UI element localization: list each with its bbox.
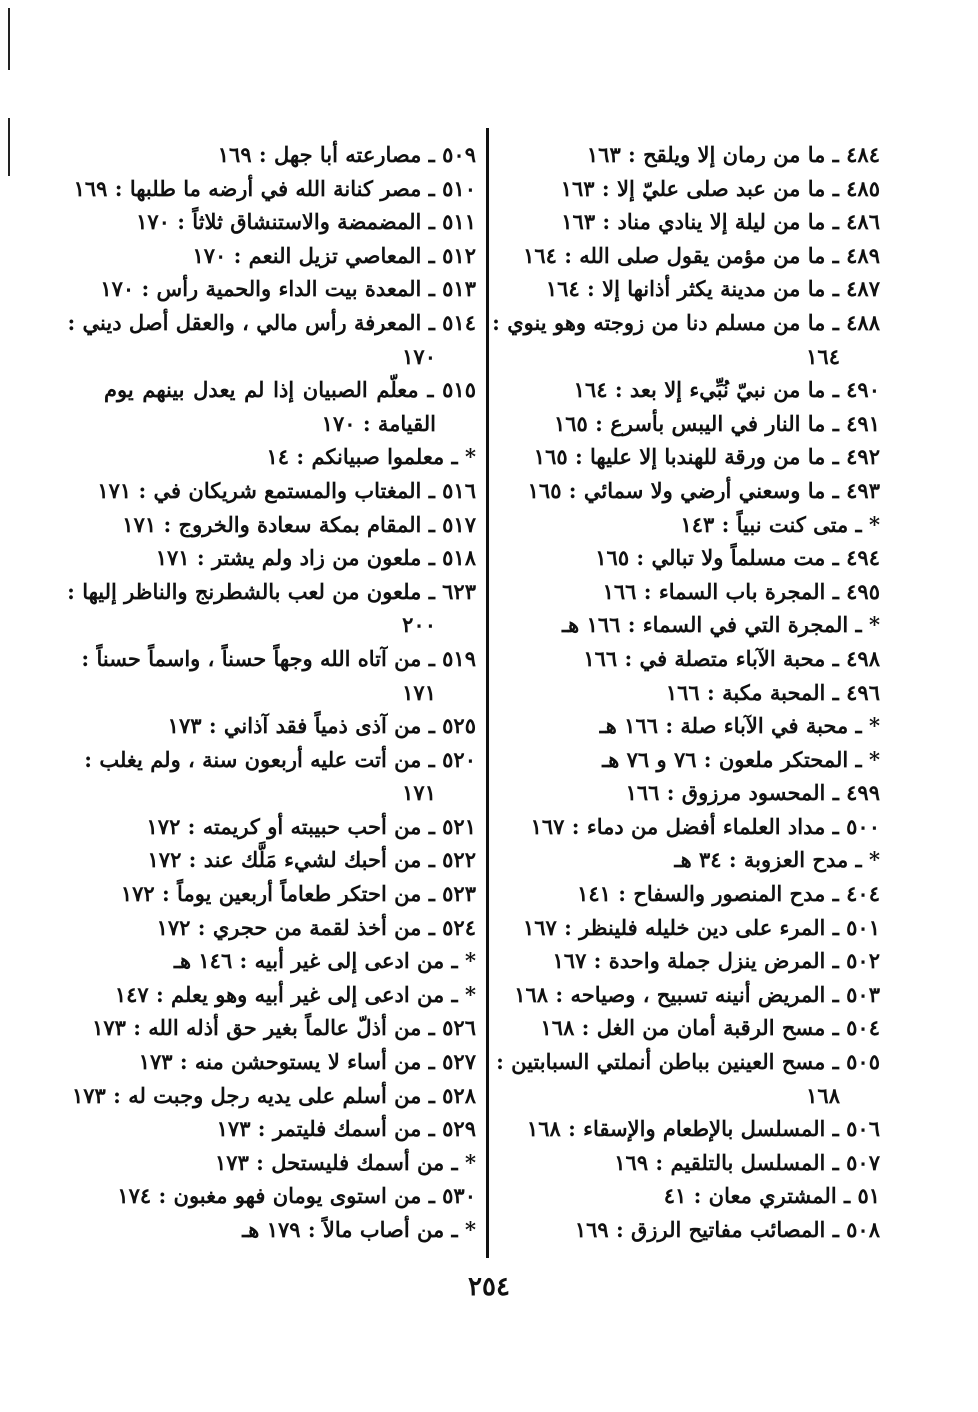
index-entry: ٥٢٦ ـ من أذلّ عالماً بغير حق أذله الله : ١٧٣ bbox=[92, 1015, 476, 1041]
index-entry: ٥٠٩ ـ مصارعته أبا جهل : ١٦٩ bbox=[217, 142, 476, 167]
index-entry: * ـ من أسمك فليستحل : ١٧٣ bbox=[215, 1149, 476, 1175]
index-entry: ٥١ ـ المشتري معان : ٤١ bbox=[663, 1183, 880, 1209]
index-column-left bbox=[67, 138, 476, 1247]
index-entry: ٥٢٣ ـ من احتكر طعاماً أربعين يوماً : ١٧٢ bbox=[120, 881, 476, 907]
index-entry: ٥١٦ ـ المغتاب والمستمع شريكان في : ١٧١ bbox=[97, 477, 476, 503]
index-entry: ٥٠٨ ـ المصائب مفاتيح الرزق : ١٦٩ bbox=[574, 1217, 880, 1242]
page-number: ٢٥٤ bbox=[468, 1272, 510, 1302]
index-entry: * ـ المجرة التي في السماء : ١٦٦ هـ bbox=[562, 612, 880, 638]
index-entry: ٤٨٤ ـ ما من رمان إلا ويلقح : ١٦٣ bbox=[586, 142, 880, 167]
index-entry: ٦٢٣ ـ ملعون من لعب بالشطرنج والناظر إليها : bbox=[67, 578, 476, 604]
index-entry: ٤٨٦ ـ ما من ليلة إلا ينادي مناد : ١٦٣ bbox=[561, 209, 880, 235]
index-entry: ٤٩٨ ـ محبة الآباء متصلة في : ١٦٦ bbox=[583, 645, 880, 671]
index-entry: ٥١٩ ـ من آتاه الله وجهاً حسناً ، واسماً حسناً : bbox=[81, 645, 476, 671]
index-entry: ٤٩٦ ـ المحبة مكبة : ١٦٦ bbox=[665, 679, 880, 705]
index-entry: ٤٩٥ ـ المجرة باب السماء : ١٦٦ bbox=[602, 578, 880, 604]
index-entry: ٥٢٥ ـ من آذى ذمياً فقد آذاني : ١٧٣ bbox=[167, 713, 476, 739]
index-entry: ٥٠٢ ـ المرض ينزل جملة واحدة : ١٦٧ bbox=[552, 948, 880, 974]
index-entry: ٢٠٠ bbox=[402, 612, 436, 638]
index-entry: ٥٢٠ ـ من أتت عليه أربعون سنة ، ولم يغلب : bbox=[84, 746, 476, 772]
index-entry: ٥٢٩ ـ من أسمك فليتمر : ١٧٣ bbox=[216, 1116, 476, 1142]
index-entry: ٤٩٩ ـ المحسود مرزوق : ١٦٦ bbox=[625, 780, 880, 806]
index-entry: ٥٠١ ـ المرء على دين خليله فلينظر : ١٦٧ bbox=[522, 914, 880, 940]
index-entry: ٥٠٣ ـ المريض أنينه تسبيح ، وصياحه : ١٦٨ bbox=[514, 981, 880, 1007]
index-entry: ٥٢١ ـ من أحب حبيبته أو كريمته : ١٧٢ bbox=[146, 813, 476, 839]
index-entry: * ـ محبة في الآباء صلة : ١٦٦ هـ bbox=[599, 713, 880, 739]
index-entry: ٤٠٤ ـ مدح المنصور والسفاح : ١٤١ bbox=[577, 881, 880, 907]
index-entry: ٤٩١ ـ ما النار في اليبس بأسرع : ١٦٥ bbox=[553, 410, 880, 436]
index-entry: ٥٢٧ ـ من أساء لا يستوحشن منه : ١٧٣ bbox=[138, 1049, 476, 1075]
index-entry: ٥١٥ ـ معلّم الصبيان إذا لم يعدل بينهم يوم bbox=[104, 377, 476, 403]
index-entry: ٥٢٨ ـ من أسلم على يديه رجل وجبت له : ١٧٣ bbox=[71, 1082, 476, 1108]
index-entry: القيامة : ١٧٠ bbox=[321, 410, 436, 436]
index-entry: ٥٣٠ ـ من استوى يومان فهو مغبون : ١٧٤ bbox=[117, 1183, 476, 1209]
index-entry: ٤٩٢ ـ ما من ورقة للهندبا إلا عليها : ١٦٥ bbox=[533, 444, 880, 470]
index-entry: * ـ من أصاب مالاً : ١٧٩ هـ bbox=[242, 1217, 476, 1242]
index-entry: ١٧٠ bbox=[402, 343, 436, 369]
index-column-right bbox=[492, 138, 880, 1247]
index-entry: ١٧١ bbox=[402, 780, 436, 806]
index-entry: * ـ من ادعى إلى غير أبيه وهو يعلم : ١٤٧ bbox=[114, 981, 476, 1007]
index-entry: ٤٨٩ ـ ما من مؤمن يقول صلى الله : ١٦٤ bbox=[523, 242, 880, 268]
index-entry: ٤٩٣ ـ ما وسعني أرضي ولا سمائي : ١٦٥ bbox=[527, 477, 880, 503]
index-entry: * ـ متى كنت نبياً : ١٤٣ bbox=[680, 511, 880, 537]
index-entry: ٥٠٦ ـ المسلسل بالإطعام والإسقاء : ١٦٨ bbox=[526, 1116, 880, 1142]
index-entry: ٤٨٧ ـ ما من مدينة يكثر أذانها إلا : ١٦٤ bbox=[545, 276, 880, 302]
index-entry: ٥١٣ ـ المعدة بيت الداء والحمية رأس : ١٧٠ bbox=[100, 276, 476, 302]
index-entry: * ـ مدح العزوبة : ٣٤ هـ bbox=[674, 847, 880, 873]
index-entry: * ـ من ادعى إلى غير أبيه : ١٤٦ هـ bbox=[173, 948, 476, 974]
index-entry: ٥١٢ ـ المعاصي تزيل النعم : ١٧٠ bbox=[192, 242, 476, 268]
index-entry: ٥٠٧ ـ المسلسل بالتلقيم : ١٦٩ bbox=[614, 1149, 880, 1175]
index-entry: ٤٩٤ ـ مت مسلماً ولا تبالي : ١٦٥ bbox=[595, 545, 880, 571]
scan-edge-mark bbox=[8, 118, 10, 176]
index-entry: ٥٠٥ ـ مسح العينين بباطن أنملتي السبابتين : bbox=[496, 1049, 880, 1075]
index-entry: ٤٩٠ ـ ما من نبيّ نُبِّيء إلا بعد : ١٦٤ bbox=[573, 377, 880, 403]
index-entry: * ـ المحتكر ملعون : ٧٦ و ٧٦ هـ bbox=[602, 746, 880, 772]
index-entry: ٥٠٠ ـ مداد العلماء أفضل من دماء : ١٦٧ bbox=[530, 813, 880, 839]
index-entry: ٥٢٢ ـ من أحبك لشيء مَلَّك عند : ١٧٢ bbox=[147, 847, 476, 873]
index-entry: ١٦٤ bbox=[806, 343, 840, 369]
index-entry: ٥١٠ ـ مصر كنانة الله في أرضه ما طلبها : ١٦٩ bbox=[73, 175, 476, 201]
column-divider bbox=[486, 128, 489, 1258]
index-entry: ١٧١ bbox=[402, 679, 436, 705]
index-entry: ٥١٧ ـ المقام بمكة سعادة والخروج : ١٧١ bbox=[122, 511, 476, 537]
index-entry: ٥١١ ـ المضمضة والاستنشاق ثلاثاً : ١٧٠ bbox=[136, 209, 476, 235]
scan-edge-mark bbox=[8, 8, 10, 70]
index-entry: ٤٨٥ ـ ما من عبد صلى عليّ إلا : ١٦٣ bbox=[560, 175, 880, 201]
index-entry: ٤٨٨ ـ ما من مسلم دنا من زوجته وهو ينوي : bbox=[492, 309, 880, 335]
index-entry: ٥١٨ ـ ملعون من زاد ولم يشتر : ١٧١ bbox=[155, 545, 476, 571]
index-entry: ٥٢٤ ـ من أخذ لقمة من حجري : ١٧٢ bbox=[156, 914, 476, 940]
index-entry: * ـ معلموا صبيانكم : ١٤ bbox=[266, 444, 476, 470]
index-entry: ٥١٤ ـ المعرفة رأس مالي ، والعقل أصل ديني : bbox=[67, 309, 476, 335]
index-entry: ١٦٨ bbox=[806, 1082, 840, 1108]
index-entry: ٥٠٤ ـ مسح الرقبة أمان من الغل : ١٦٨ bbox=[540, 1015, 880, 1041]
